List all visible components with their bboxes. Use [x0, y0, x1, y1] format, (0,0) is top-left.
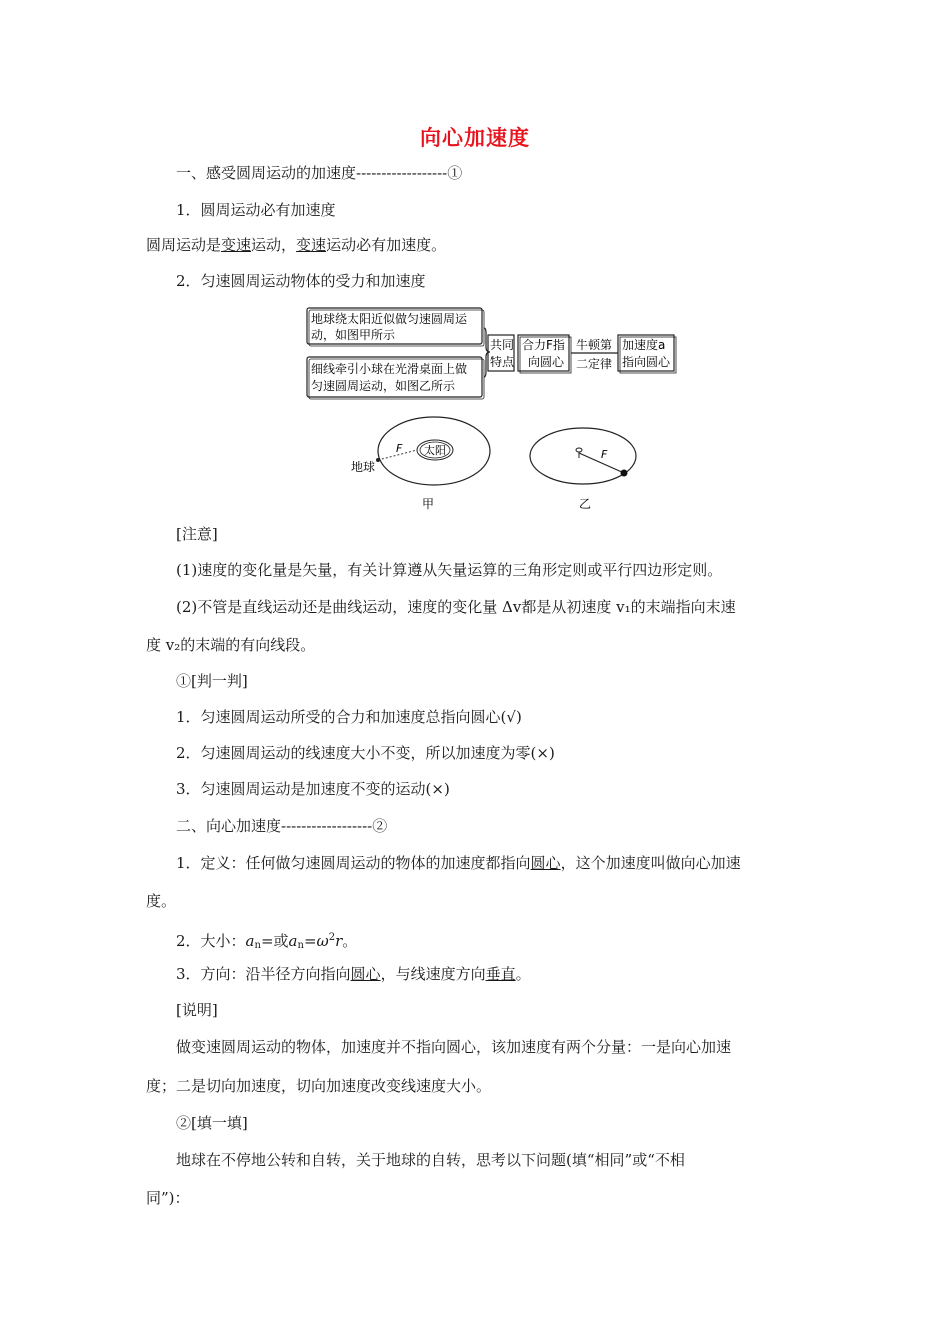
box2-line2: 匀速圆周运动，如图乙所示 [311, 379, 456, 393]
accel-line2: 指向圆心 [622, 355, 671, 369]
earth-label: 地球 [351, 460, 376, 474]
note-label: [注意] [176, 525, 218, 543]
figure-yi-string-ball [525, 425, 645, 515]
sun-label: 太阳 [424, 444, 446, 457]
force-label-yi: F [601, 448, 608, 461]
ball [621, 470, 628, 477]
fill-line1: 地球在不停地公转和自转，关于地球的自转，思考以下问题(填“相同”或“不相 [176, 1151, 685, 1169]
caption-yi: 乙 [579, 497, 592, 511]
common-line2: 特点 [490, 355, 515, 369]
fill-label: ②[填一填] [176, 1114, 248, 1132]
section-heading-2: 二、向心加速度------------------② [176, 817, 388, 835]
judge-item-1: 1．匀速圆周运动所受的合力和加速度总指向圆心(√) [176, 708, 522, 726]
box1-line2: 动，如图甲所示 [311, 328, 396, 342]
explain-line1: 做变速圆周运动的物体，加速度并不指向圆心，该加速度有两个分量：一是向心加速 [176, 1038, 732, 1056]
definition-line2: 度。 [146, 892, 177, 910]
force-label-jia: F [396, 442, 403, 455]
fill-line2: 同”)： [146, 1189, 190, 1207]
item-1-title: 1．圆周运动必有加速度 [176, 201, 336, 219]
newton-line1: 牛顿第 [576, 338, 613, 352]
newton-line2: 二定律 [576, 357, 613, 371]
judge-item-2: 2．匀速圆周运动的线速度大小不变，所以加速度为零(×) [176, 744, 555, 762]
concept-flow-diagram [300, 305, 690, 405]
note-2a: (2)不管是直线运动还是曲线运动，速度的变化量 Δv都是从初速度 v₁的末端指向末速 [176, 598, 736, 616]
explain-label: [说明] [176, 1001, 218, 1019]
accel-line1: 加速度a [622, 338, 666, 352]
force-line2: 向圆心 [528, 355, 565, 369]
common-line1: 共同 [490, 338, 515, 352]
definition-line1: 1．定义：任何做匀速圆周运动的物体的加速度都指向圆心，这个加速度叫做向心加速 [176, 854, 741, 872]
magnitude-line: 2．大小：$a_n=$或$a_n=\omega^2r$。 [176, 932, 358, 951]
item-1-body: 圆周运动是变速运动，变速运动必有加速度。 [146, 236, 447, 254]
caption-jia: 甲 [422, 497, 435, 511]
note-1: (1)速度的变化量是矢量，有关计算遵从矢量运算的三角形定则或平行四边形定则。 [176, 561, 723, 579]
section-heading-1: 一、感受圆周运动的加速度------------------① [176, 164, 463, 182]
force-line1: 合力F指 [522, 338, 565, 352]
item-2-title: 2．匀速圆周运动物体的受力和加速度 [176, 272, 426, 290]
direction-line: 3．方向：沿半径方向指向圆心，与线速度方向垂直。 [176, 965, 531, 983]
note-2b: 度 v₂的末端的有向线段。 [146, 636, 316, 654]
judge-label: ①[判一判] [176, 672, 248, 690]
box2-line1: 细线牵引小球在光滑桌面上做 [311, 362, 468, 376]
figure-jia-earth-orbit [340, 412, 500, 512]
page-title: 向心加速度 [420, 125, 530, 150]
judge-item-3: 3．匀速圆周运动是加速度不变的运动(×) [176, 780, 450, 798]
box1-line1: 地球绕太阳近似做匀速圆周运 [311, 312, 468, 326]
explain-line2: 度；二是切向加速度，切向加速度改变线速度大小。 [146, 1077, 492, 1095]
